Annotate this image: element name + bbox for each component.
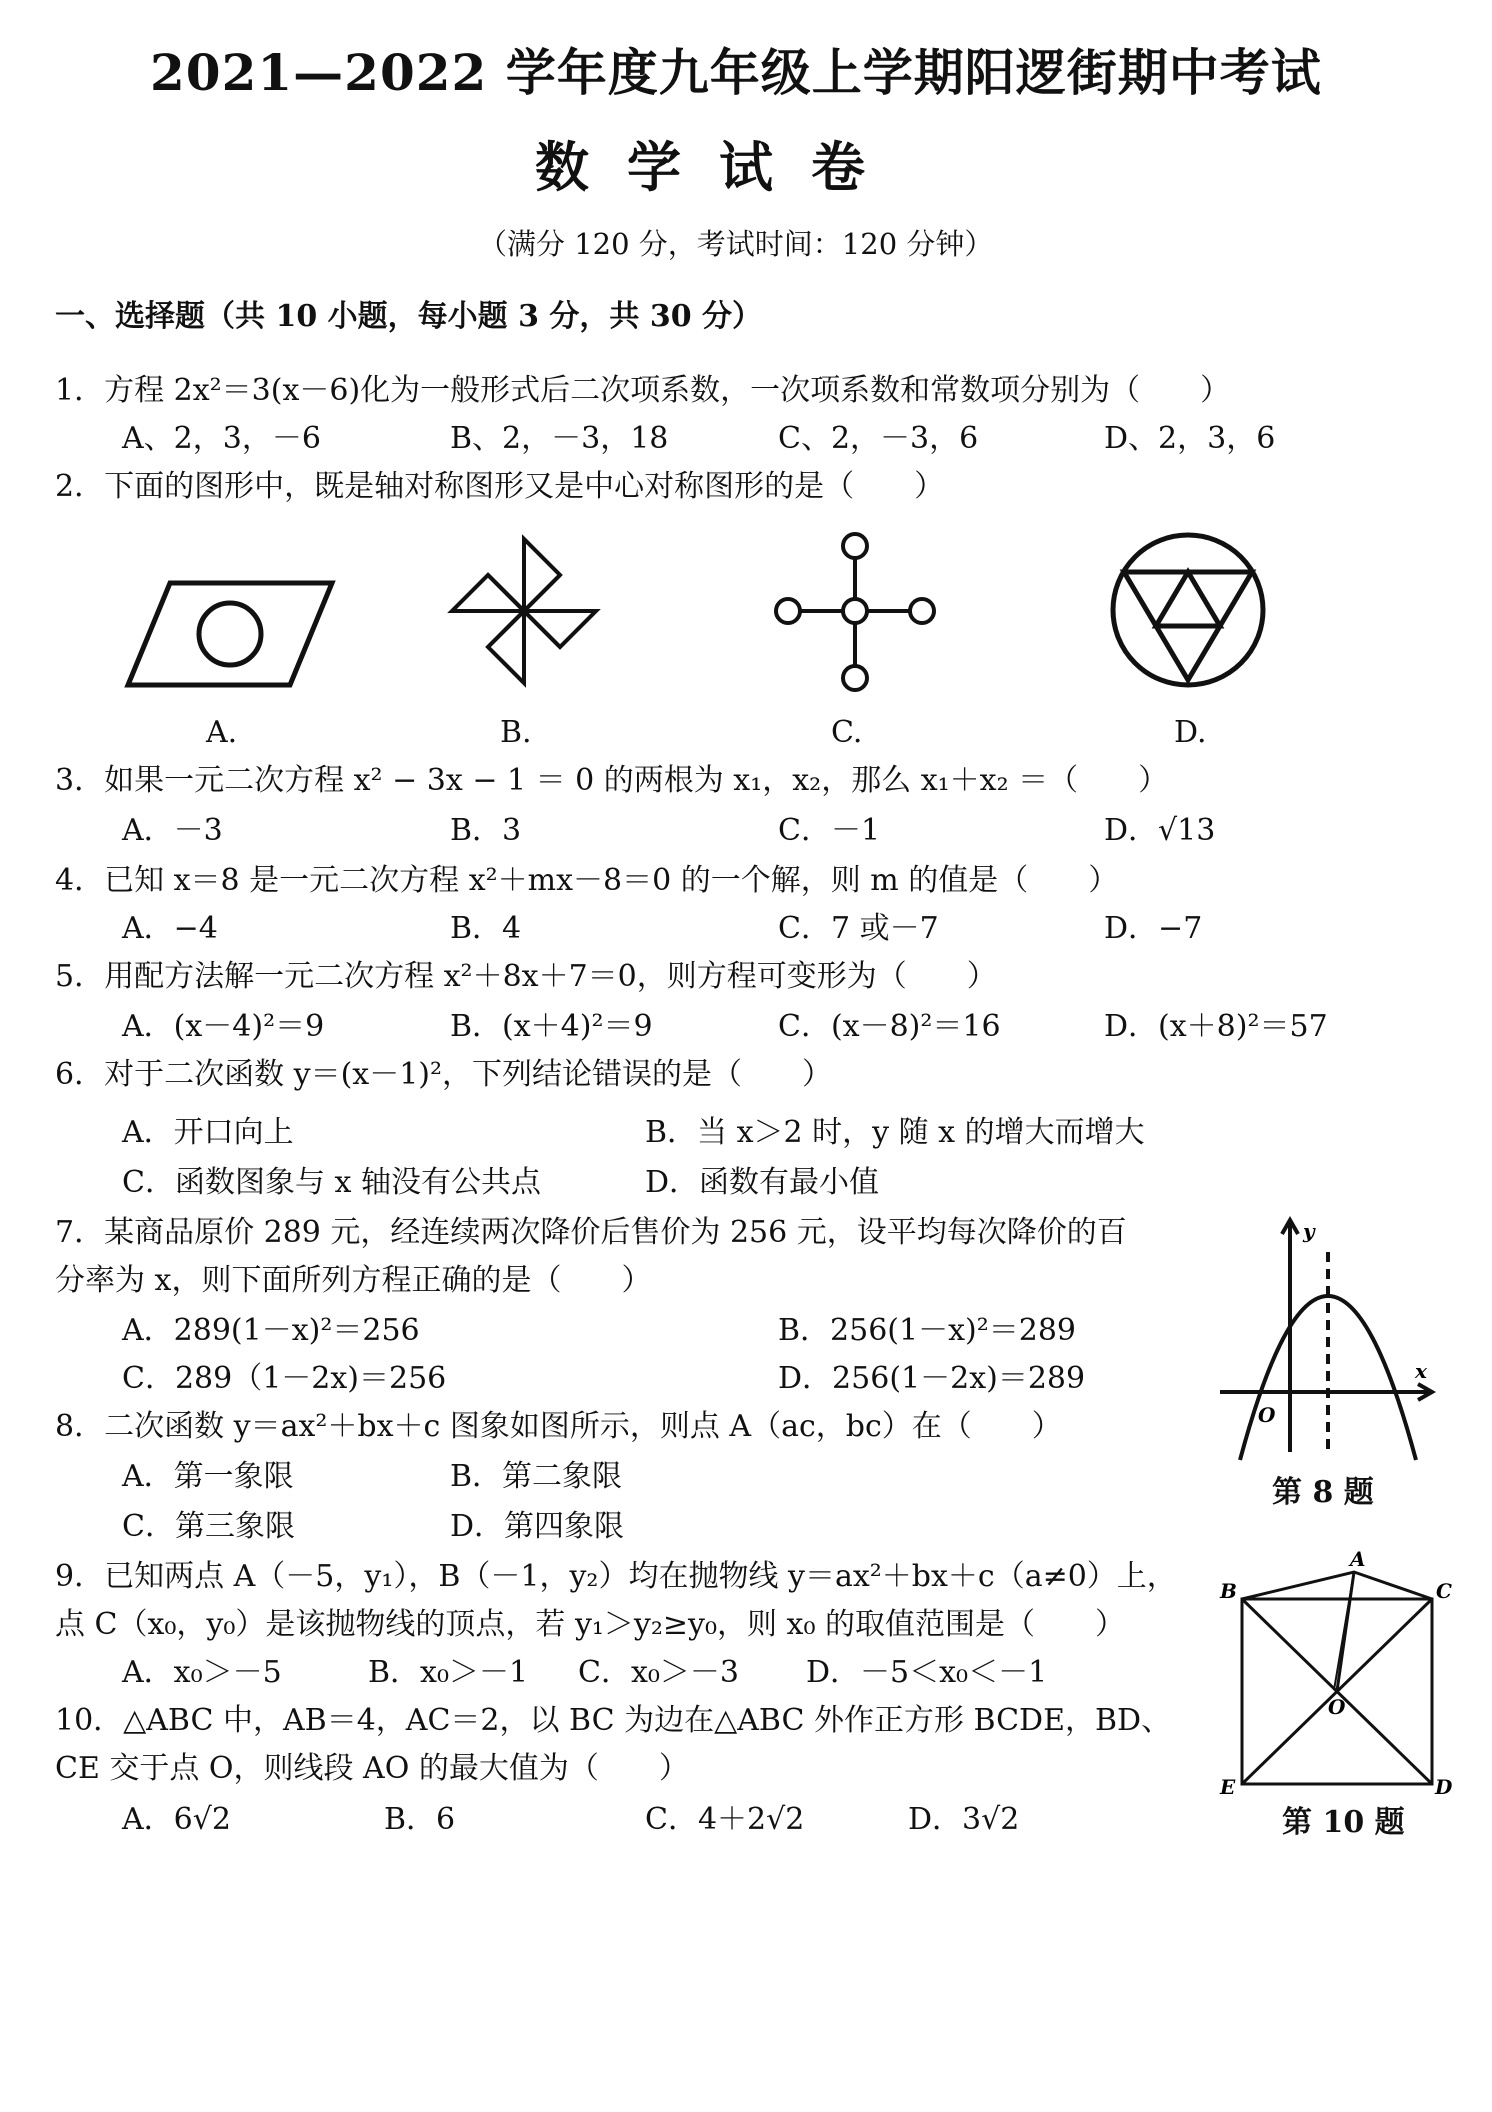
question-3-option-a: A．－3	[122, 813, 223, 848]
question-9-option-c: C．x₀＞－3	[578, 1655, 739, 1690]
question-8-option-b: B．第二象限	[450, 1459, 623, 1494]
question-10-option-d: D．3√2	[908, 1802, 1020, 1837]
figure-cross-with-circles	[775, 533, 935, 693]
question-10-option-a: A．6√2	[122, 1802, 231, 1837]
question-4-option-d: D．−7	[1104, 911, 1203, 946]
figure-caption-b: B.	[500, 715, 532, 750]
q8-x-axis-label: x	[1415, 1359, 1427, 1383]
question-5-option-d: D．(x＋8)²＝57	[1104, 1009, 1328, 1044]
figure-caption-a: A.	[206, 715, 238, 750]
q10-label-d: D	[1435, 1775, 1453, 1799]
q10-label-e: E	[1220, 1775, 1236, 1799]
question-7-stem-line2: 分率为 x，则下面所列方程正确的是（ ）	[55, 1263, 652, 1298]
question-7-stem-line1: 7．某商品原价 289 元，经连续两次降价后售价为 256 元，设平均每次降价的百	[55, 1215, 1127, 1250]
question-7-option-d: D．256(1－2x)＝289	[778, 1361, 1086, 1396]
figure-q10-square	[1214, 1542, 1453, 1799]
section-heading: 一、选择题（共 10 小题，每小题 3 分，共 30 分）	[55, 299, 763, 334]
question-7-option-b: B．256(1－x)²＝289	[778, 1313, 1077, 1348]
question-9-option-b: B．x₀＞－1	[368, 1655, 529, 1690]
question-8-option-c: C．第三象限	[122, 1509, 295, 1544]
question-4-option-c: C．7 或－7	[778, 911, 939, 946]
question-3-option-d: D．√13	[1104, 813, 1216, 848]
q8-y-axis-label: y	[1303, 1219, 1315, 1243]
question-4-stem: 4．已知 x＝8 是一元二次方程 x²＋mx－8＝0 的一个解，则 m 的值是（ ）	[55, 863, 1119, 898]
figure-q8-parabola	[1210, 1212, 1440, 1462]
q8-origin-label: O	[1258, 1403, 1276, 1427]
exam-title: 2021—2022 学年度九年级上学期阳逻街期中考试	[150, 43, 1322, 102]
question-10-option-c: C．4＋2√2	[645, 1802, 805, 1837]
question-6-option-d: D．函数有最小值	[645, 1165, 880, 1200]
question-8-stem: 8．二次函数 y＝ax²＋bx＋c 图象如图所示，则点 A（ac，bc）在（ ）	[55, 1409, 1062, 1444]
question-1-option-a: A、2，3，－6	[122, 421, 321, 456]
q10-label-a: A	[1350, 1547, 1366, 1571]
figure-caption-d: D.	[1174, 715, 1207, 750]
figure-circle-with-triangles	[1108, 530, 1268, 690]
q10-label-c: C	[1436, 1579, 1452, 1603]
question-9-option-a: A．x₀＞－5	[122, 1655, 282, 1690]
question-3-option-c: C．－1	[778, 813, 881, 848]
question-1-option-c: C、2，－3，6	[778, 421, 979, 456]
question-10-option-b: B．6	[384, 1802, 456, 1837]
question-7-option-c: C．289（1－2x)＝256	[122, 1361, 447, 1396]
question-10-stem-line2: CE 交于点 O，则线段 AO 的最大值为（ ）	[55, 1751, 689, 1786]
q10-label-b: B	[1220, 1579, 1237, 1603]
question-3-option-b: B．3	[450, 813, 522, 848]
question-5-option-b: B．(x＋4)²＝9	[450, 1009, 653, 1044]
question-6-option-b: B．当 x＞2 时，y 随 x 的增大而增大	[645, 1115, 1145, 1150]
question-6-option-c: C．函数图象与 x 轴没有公共点	[122, 1165, 541, 1200]
question-9-option-d: D．－5＜x₀＜－1	[806, 1655, 1048, 1690]
question-1-option-b: B、2，－3，18	[450, 421, 669, 456]
q10-figure-caption: 第 10 题	[1282, 1805, 1405, 1840]
figure-caption-c: C.	[831, 715, 863, 750]
question-7-option-a: A．289(1－x)²＝256	[122, 1313, 420, 1348]
question-5-option-c: C．(x－8)²＝16	[778, 1009, 1001, 1044]
figure-parallelogram-with-circle	[120, 575, 340, 695]
question-4-option-a: A．−4	[122, 911, 218, 946]
question-4-option-b: B．4	[450, 911, 522, 946]
question-9-stem-line1: 9．已知两点 A（－5，y₁），B（－1，y₂）均在抛物线 y＝ax²＋bx＋c（a≠0）上，	[55, 1559, 1177, 1594]
question-6-stem: 6．对于二次函数 y＝(x－1)²，下列结论错误的是（ ）	[55, 1057, 833, 1092]
question-3-stem: 3．如果一元二次方程 x² − 3x − 1 ＝ 0 的两根为 x₁，x₂，那么 x₁＋x₂ ＝（ ）	[55, 763, 1169, 798]
question-6-option-a: A．开口向上	[122, 1115, 294, 1150]
question-5-option-a: A．(x－4)²＝9	[122, 1009, 325, 1044]
figure-pinwheel	[448, 535, 600, 687]
exam-note: （满分 120 分，考试时间：120 分钟）	[478, 227, 994, 261]
question-8-option-a: A．第一象限	[122, 1459, 294, 1494]
question-1-stem: 1．方程 2x²＝3(x－6)化为一般形式后二次项系数，一次项系数和常数项分别为（ ）	[55, 373, 1231, 408]
exam-subtitle: 数学试卷	[535, 135, 903, 199]
question-10-stem-line1: 10．△ABC 中，AB＝4，AC＝2，以 BC 为边在△ABC 外作正方形 BCDE，BD、	[55, 1703, 1172, 1738]
question-2-stem: 2．下面的图形中，既是轴对称图形又是中心对称图形的是（ ）	[55, 469, 945, 504]
q8-figure-caption: 第 8 题	[1272, 1475, 1374, 1510]
question-5-stem: 5．用配方法解一元二次方程 x²＋8x＋7＝0，则方程可变形为（ ）	[55, 959, 997, 994]
q10-label-o: O	[1328, 1695, 1346, 1719]
question-9-stem-line2: 点 C（x₀，y₀）是该抛物线的顶点，若 y₁＞y₂≥y₀，则 x₀ 的取值范围是（ ）	[55, 1607, 1126, 1642]
question-8-option-d: D．第四象限	[450, 1509, 625, 1544]
question-1-option-d: D、2，3，6	[1104, 421, 1276, 456]
